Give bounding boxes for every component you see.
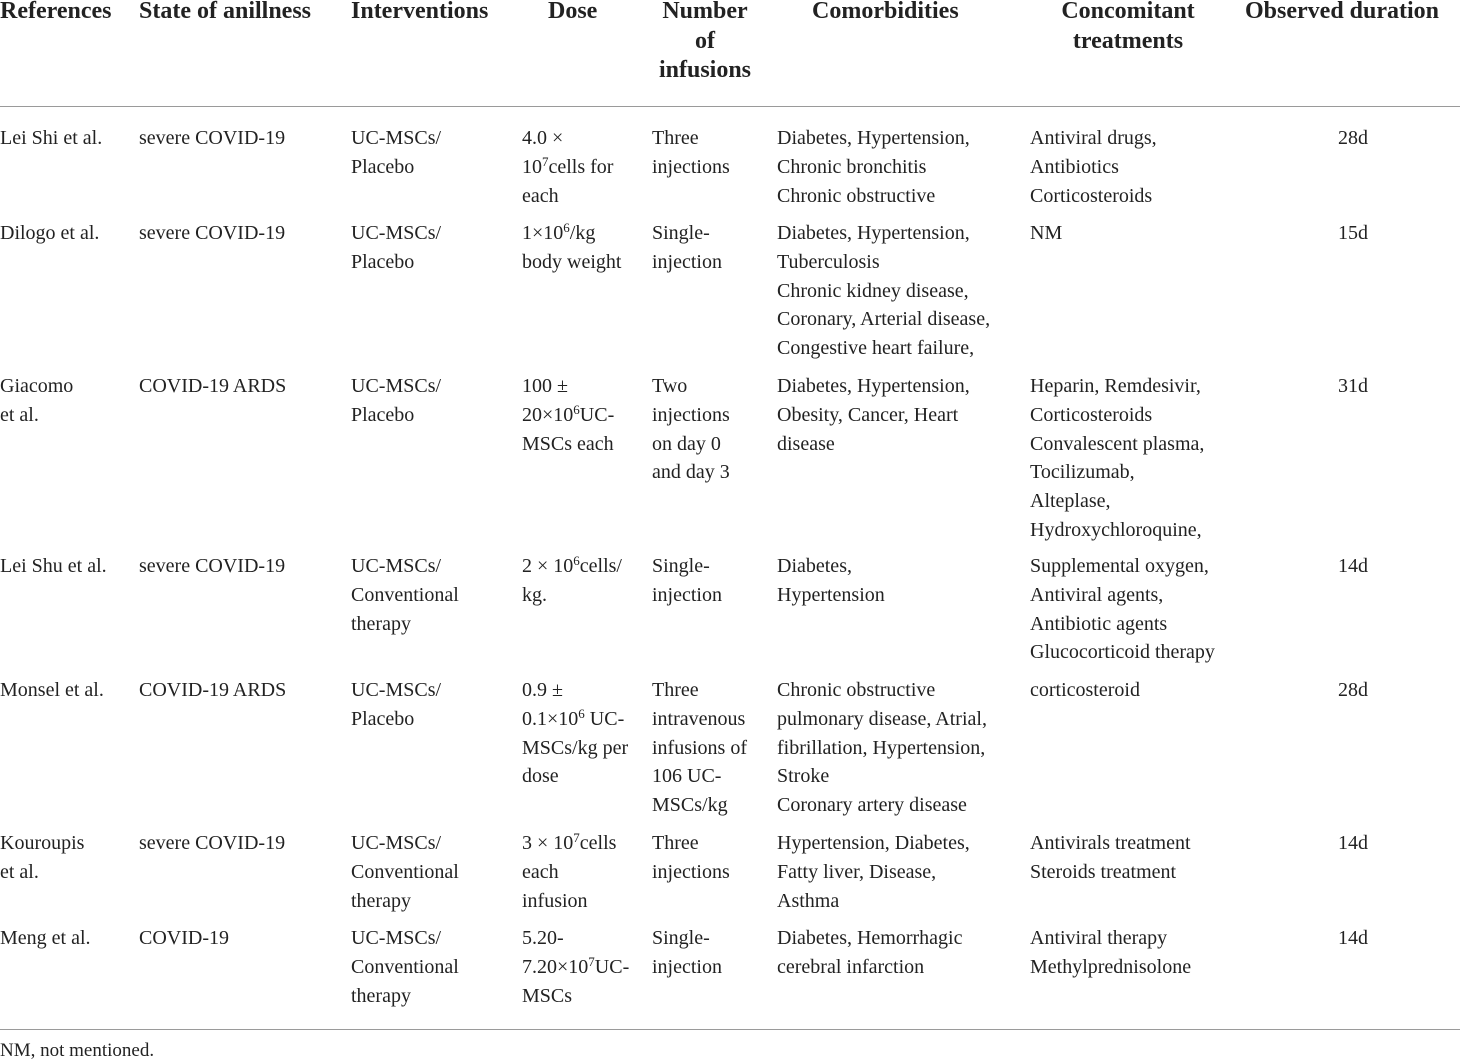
comorbidities-line: Coronary artery disease [777, 794, 967, 817]
cell-concomitant [1030, 124, 1157, 210]
comorbidities-line: cerebral infarction [777, 955, 925, 978]
cell-duration: 14d [1338, 832, 1368, 854]
cell-concomitant [1030, 829, 1191, 887]
ref-line: Dilogo et al. [0, 222, 100, 244]
comorbidities-line: Congestive heart failure, [777, 337, 975, 360]
dose-text: each [522, 860, 559, 883]
state-line: severe COVID-19 [139, 222, 286, 244]
infusions-line: intravenous [652, 707, 746, 730]
comorbidities-line: Chronic kidney disease, [777, 279, 969, 302]
cell-state [139, 124, 285, 153]
dose-line [522, 982, 629, 1011]
ref-line: Giacomo [0, 375, 74, 397]
concomitant-line: Heparin, Remdesivir, [1030, 375, 1201, 397]
interventions-line: therapy [351, 612, 411, 635]
cell-infusions [652, 676, 747, 820]
dose-line [522, 401, 614, 430]
cell-ref [0, 124, 102, 153]
cell-state [139, 829, 285, 858]
interventions-line: Placebo [351, 250, 415, 273]
header-state: State of anillness [139, 0, 312, 24]
dose-line [522, 676, 628, 705]
infusions-line: injections [652, 860, 730, 883]
dose-line [522, 372, 614, 401]
interventions-line: UC-MSCs/ [351, 222, 442, 244]
cell-dose [522, 372, 614, 458]
dose-exponent: 6 [578, 706, 585, 722]
dose-text: infusion [522, 889, 588, 912]
dose-line [522, 581, 622, 610]
cell-infusions [652, 829, 730, 887]
comorbidities-line: Obesity, Cancer, Heart [777, 403, 959, 426]
dose-text: 3 × 10 [522, 832, 574, 854]
interventions-line: Placebo [351, 155, 415, 178]
dose-text: 0.1×10 [522, 707, 579, 730]
interventions-line: UC-MSCs/ [351, 679, 442, 701]
cell-dose [522, 552, 622, 610]
concomitant-line: Steroids treatment [1030, 860, 1177, 883]
cell-concomitant [1030, 372, 1204, 545]
ref-line: Kouroupis [0, 832, 85, 854]
infusions-line: on day 0 [652, 432, 721, 455]
infusions-line: injections [652, 155, 730, 178]
interventions-line: UC-MSCs/ [351, 832, 442, 854]
header-rule [0, 106, 1460, 107]
cell-duration: 15d [1338, 222, 1368, 244]
dose-line [522, 953, 629, 982]
comorbidities-line: Tuberculosis [777, 250, 880, 273]
interventions-line: therapy [351, 889, 411, 912]
dose-exponent: 6 [573, 553, 580, 569]
cell-dose [522, 829, 616, 915]
dose-text: 5.20- [522, 927, 564, 949]
cell-infusions [652, 219, 722, 277]
dose-text: 20×10 [522, 403, 574, 426]
header-infusions-line: Number [662, 0, 748, 24]
state-line: severe COVID-19 [139, 127, 286, 149]
cell-duration: 14d [1338, 555, 1368, 577]
comorbidities-line: Asthma [777, 889, 840, 912]
concomitant-line: Glucocorticoid therapy [1030, 641, 1215, 664]
ref-line: et al. [0, 860, 39, 883]
cell-comorbidities [777, 676, 987, 820]
cell-state [139, 676, 286, 705]
header-dose: Dose [548, 0, 598, 24]
concomitant-line: Corticosteroids [1030, 403, 1153, 426]
concomitant-line: Antivirals treatment [1030, 832, 1191, 854]
dose-text: UC- [594, 955, 630, 978]
bottom-rule [0, 1029, 1460, 1030]
interventions-line: Conventional [351, 955, 459, 978]
concomitant-line: Convalescent plasma, [1030, 432, 1205, 455]
cell-comorbidities [777, 124, 970, 210]
infusions-line: Two [652, 375, 688, 397]
dose-line [522, 182, 613, 211]
cell-concomitant [1030, 219, 1062, 248]
dose-text: /kg [569, 222, 596, 244]
ref-line: Meng et al. [0, 927, 91, 949]
cell-interventions [351, 924, 459, 1010]
infusions-line: MSCs/kg [652, 794, 728, 817]
cell-state [139, 372, 286, 401]
dose-text: MSCs/kg per [522, 736, 629, 759]
dose-exponent: 7 [588, 954, 595, 970]
infusions-line: Three [652, 832, 699, 854]
infusions-line: injection [652, 250, 722, 273]
interventions-line: UC-MSCs/ [351, 375, 442, 397]
cell-interventions [351, 124, 441, 182]
dose-line [522, 552, 622, 581]
concomitant-line: NM [1030, 222, 1063, 244]
cell-duration: 28d [1338, 127, 1368, 149]
dose-line [522, 705, 628, 734]
cell-state [139, 924, 229, 953]
infusions-line: injection [652, 583, 722, 606]
header-concomitant [1028, 0, 1228, 56]
interventions-line: Conventional [351, 860, 459, 883]
comorbidities-line: Chronic bronchitis [777, 155, 927, 178]
dose-line [522, 887, 616, 916]
dose-line [522, 924, 629, 953]
cell-duration: 14d [1338, 927, 1368, 949]
comorbidities-line: Coronary, Arterial disease, [777, 308, 991, 331]
cell-concomitant [1030, 552, 1215, 667]
ref-line: Lei Shi et al. [0, 127, 103, 149]
interventions-line: Placebo [351, 403, 415, 426]
cell-concomitant [1030, 924, 1191, 982]
cell-comorbidities [777, 924, 962, 982]
dose-line [522, 430, 614, 459]
cell-concomitant [1030, 676, 1140, 705]
header-references: References [0, 0, 112, 24]
interventions-line: UC-MSCs/ [351, 127, 442, 149]
comorbidities-line: Chronic obstructive [777, 679, 936, 701]
dose-text: 100 ± [522, 375, 568, 397]
dose-text: body weight [522, 250, 622, 273]
concomitant-line: Antibiotics [1030, 155, 1119, 178]
cell-comorbidities [777, 219, 990, 363]
dose-line [522, 734, 628, 763]
dose-exponent: 6 [563, 220, 570, 236]
concomitant-line: Hydroxychloroquine, [1030, 518, 1202, 541]
dose-line [522, 153, 613, 182]
interventions-line: UC-MSCs/ [351, 555, 442, 577]
dose-text: cells/ [579, 555, 622, 577]
cell-ref [0, 676, 104, 705]
concomitant-line: Supplemental oxygen, [1030, 555, 1209, 577]
cell-duration: 28d [1338, 679, 1368, 701]
dose-line [522, 124, 613, 153]
cell-comorbidities [777, 552, 885, 610]
dose-text: UC- [584, 707, 625, 730]
comorbidities-line: Diabetes, [777, 555, 852, 577]
state-line: COVID-19 ARDS [139, 375, 287, 397]
dose-exponent: 7 [573, 830, 580, 846]
comorbidities-line: Hypertension [777, 583, 885, 606]
dose-text: 7.20×10 [522, 955, 589, 978]
cell-infusions [652, 552, 722, 610]
infusions-line: and day 3 [652, 461, 730, 484]
dose-text: 0.9 ± [522, 679, 563, 701]
cell-infusions [652, 372, 730, 487]
header-infusions-line: infusions [658, 57, 752, 83]
concomitant-line: Antiviral therapy [1030, 927, 1168, 949]
cell-comorbidities [777, 372, 970, 458]
cell-ref [0, 829, 84, 887]
comorbidities-line: Fatty liver, Disease, [777, 860, 937, 883]
cell-interventions [351, 552, 459, 638]
infusions-line: Single- [652, 927, 710, 949]
dose-line [522, 829, 616, 858]
cell-ref [0, 219, 99, 248]
state-line: COVID-19 ARDS [139, 679, 287, 701]
interventions-line: Placebo [351, 707, 415, 730]
header-observed-duration: Observed duration [1245, 0, 1440, 24]
header-interventions: Interventions [351, 0, 489, 24]
ref-line: Monsel et al. [0, 679, 104, 701]
infusions-line: Single- [652, 555, 710, 577]
dose-line [522, 248, 621, 277]
cell-interventions [351, 372, 441, 430]
comorbidities-line: Diabetes, Hypertension, [777, 222, 970, 244]
cell-state [139, 552, 285, 581]
ref-line: Lei Shu et al. [0, 555, 107, 577]
cell-comorbidities [777, 829, 970, 915]
concomitant-line: Alteplase, [1030, 490, 1111, 513]
infusions-line: Three [652, 127, 699, 149]
dose-exponent: 7 [542, 154, 549, 170]
infusions-line: injection [652, 955, 722, 978]
state-line: severe COVID-19 [139, 832, 286, 854]
dose-text: MSCs each [522, 432, 614, 455]
comorbidities-line: pulmonary disease, Atrial, [777, 707, 987, 730]
cell-ref [0, 924, 91, 953]
cell-state [139, 219, 285, 248]
cell-ref [0, 372, 73, 430]
dose-line [522, 762, 628, 791]
concomitant-line: Tocilizumab, [1030, 461, 1135, 484]
cell-infusions [652, 924, 722, 982]
infusions-line: Single- [652, 222, 710, 244]
comorbidities-line: fibrillation, Hypertension, [777, 736, 986, 759]
concomitant-line: Antibiotic agents [1030, 612, 1168, 635]
interventions-line: Conventional [351, 583, 459, 606]
cell-ref [0, 552, 107, 581]
ref-line: et al. [0, 403, 39, 426]
dose-text: 1×10 [522, 222, 564, 244]
infusions-line: Three [652, 679, 699, 701]
dose-text: 2 × 10 [522, 555, 574, 577]
cell-interventions [351, 676, 441, 734]
comorbidities-line: Diabetes, Hemorrhagic [777, 927, 963, 949]
infusions-line: 106 UC- [652, 765, 722, 788]
concomitant-line: Methylprednisolone [1030, 955, 1192, 978]
interventions-line: UC-MSCs/ [351, 927, 442, 949]
header-infusions [650, 0, 760, 86]
cell-infusions [652, 124, 730, 182]
dose-text: each [522, 184, 559, 207]
state-line: severe COVID-19 [139, 555, 286, 577]
concomitant-line: Antiviral drugs, [1030, 127, 1157, 149]
dose-line [522, 219, 621, 248]
concomitant-line: Corticosteroids [1030, 184, 1153, 207]
state-line: COVID-19 [139, 927, 229, 949]
comorbidities-line: disease [777, 432, 835, 455]
cell-dose [522, 924, 629, 1010]
cell-duration: 31d [1338, 375, 1368, 397]
concomitant-line: corticosteroid [1030, 679, 1140, 701]
cell-interventions [351, 219, 441, 277]
dose-text: dose [522, 765, 559, 788]
comorbidities-line: Hypertension, Diabetes, [777, 832, 970, 854]
dose-exponent: 6 [573, 402, 580, 418]
cell-interventions [351, 829, 459, 915]
header-comorbidities: Comorbidities [812, 0, 959, 24]
infusions-line: injections [652, 403, 730, 426]
dose-text: 10 [522, 155, 542, 178]
header-infusions-line: of [695, 27, 715, 54]
dose-text: 4.0 × [522, 127, 564, 149]
dose-text: MSCs [522, 984, 573, 1007]
comorbidities-line: Stroke [777, 765, 830, 788]
dose-text: cells for [548, 155, 614, 178]
footnote: NM, not mentioned. [0, 1040, 155, 1061]
dose-text: cells [579, 832, 617, 854]
cell-dose [522, 219, 621, 277]
dose-line [522, 858, 616, 887]
cell-dose [522, 676, 628, 791]
header-concomitant-line: treatments [1072, 27, 1184, 54]
comorbidities-line: Chronic obstructive [777, 184, 936, 207]
infusions-line: infusions of [652, 736, 747, 759]
dose-text: UC- [579, 403, 615, 426]
concomitant-line: Antiviral agents, [1030, 583, 1164, 606]
comorbidities-line: Diabetes, Hypertension, [777, 127, 970, 149]
comorbidities-line: Diabetes, Hypertension, [777, 375, 970, 397]
interventions-line: therapy [351, 984, 411, 1007]
dose-text: kg. [522, 583, 547, 606]
header-concomitant-line: Concomitant [1061, 0, 1195, 24]
cell-dose [522, 124, 613, 210]
